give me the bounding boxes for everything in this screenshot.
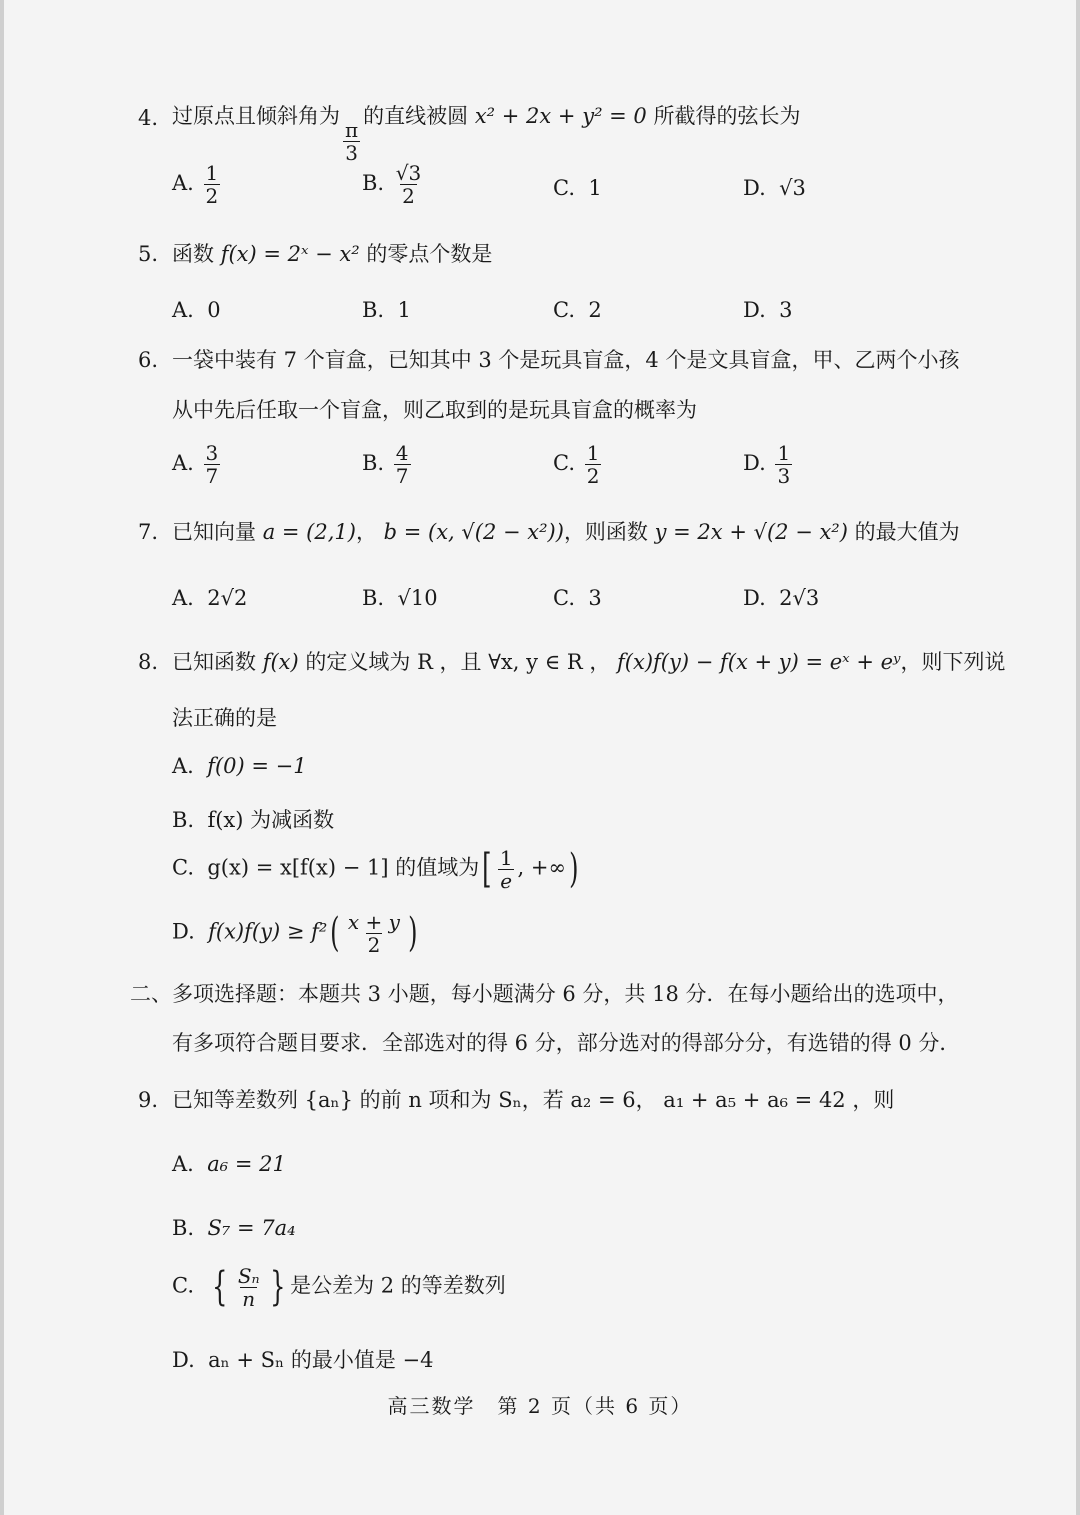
option-c: C. 3 xyxy=(553,586,602,610)
functional-equation: f(x)f(y) − f(x + y) = eˣ + eʸ xyxy=(617,650,901,674)
option-a: A. 0 xyxy=(172,298,221,322)
option-d: D. f(x)f(y) ≥ f²( $\frac{x + y}{2}$ ) xyxy=(172,909,418,957)
circle-equation: x² + 2x + y² = 0 xyxy=(474,104,647,128)
question-number: 6. xyxy=(138,348,159,372)
function-expression: y = 2x + √(2 − x²) xyxy=(654,520,848,544)
option-d: D. 2√3 xyxy=(743,586,820,610)
option-d: D. 3 xyxy=(743,298,793,322)
option-b: B. $\frac{4}{7}$ xyxy=(362,441,409,488)
fraction: $\frac{3}{7}$ xyxy=(205,441,219,488)
question-number: 5. xyxy=(138,242,159,266)
option-c: C. 1 xyxy=(553,176,602,200)
option-c: C. { $\frac{\text{Sₙ}}{n}$ } 是公差为 2 的等差数列 xyxy=(172,1263,506,1311)
option-b: B. 1 xyxy=(362,298,411,322)
denominator: 3 xyxy=(345,141,358,165)
option-b: B. f(x) 为减函数 xyxy=(172,808,335,832)
fraction: $\frac{1}{2}$ xyxy=(586,441,600,488)
fraction: $\frac{4}{7}$ xyxy=(395,441,409,488)
option-b: B. √10 xyxy=(362,586,438,610)
fraction: $\frac{1}{2}$ xyxy=(205,161,219,208)
stem-text: 所截得的弦长为 xyxy=(653,104,801,128)
question-stem xyxy=(172,102,800,164)
option-a: A. $\frac{1}{2}$ xyxy=(172,161,219,208)
option-b: B. $\frac{√3}{2}$ xyxy=(362,161,422,208)
fraction: $\frac{1}{e}$ xyxy=(499,845,513,893)
option-b: B. S₇ = 7a₄ xyxy=(172,1216,296,1240)
fraction: $\frac{\text{Sₙ}}{n}$ xyxy=(237,1263,260,1311)
option-d: D. √3 xyxy=(743,176,806,200)
question-stem-line2: 法正确的是 xyxy=(172,706,277,730)
page-edge-right xyxy=(1076,0,1080,1515)
question-stem: 已知函数 f(x) 的定义域为 R ，且 ∀x, y ∈ R ， f(x)f(y) − f(x + y) = eˣ + eʸ，则下列说 xyxy=(172,650,1006,674)
option-a: A. f(0) = −1 xyxy=(172,754,307,778)
option-c: C. 2 xyxy=(553,298,602,322)
function-expression: f(x) = 2ˣ − x² xyxy=(220,242,360,266)
fraction: $\frac{√3}{2}$ xyxy=(395,161,422,208)
option-d: D. aₙ + Sₙ 的最小值是 −4 xyxy=(172,1348,434,1372)
vector-a: a = (2,1) xyxy=(262,520,356,544)
stem-text: 的直线被圆 xyxy=(363,104,469,128)
question-stem: 函数 f(x) = 2ˣ − x² 的零点个数是 xyxy=(172,242,493,266)
question-stem-line2: 从中先后任取一个盲盒，则乙取到的是玩具盲盒的概率为 xyxy=(172,398,697,422)
section-instructions: 有多项符合题目要求．全部选对的得 6 分，部分选对的得部分分，有选错的得 0 分． xyxy=(172,1031,961,1055)
fraction: $\frac{1}{3}$ xyxy=(777,441,791,488)
fraction: $\frac{x + y}{2}$ xyxy=(347,909,400,957)
page-edge-left xyxy=(0,0,4,1515)
option-a: A. $\frac{3}{7}$ xyxy=(172,441,219,488)
question-stem: 一袋中装有 7 个盲盒，已知其中 3 个是玩具盲盒，4 个是文具盲盒，甲、乙两个小孩 xyxy=(172,348,960,372)
vector-b: b = (x, √(2 − x²)) xyxy=(383,520,564,544)
option-a: A. a₆ = 21 xyxy=(172,1152,286,1176)
question-number: 9. xyxy=(138,1088,159,1112)
page-footer: 高三数学 第 2 页（共 6 页） xyxy=(387,1394,693,1418)
question-number: 8. xyxy=(138,650,159,674)
question-stem: 已知等差数列 {aₙ} 的前 n 项和为 Sₙ，若 a₂ = 6， a₁ + a₅ + a₆ = 42 ，则 xyxy=(172,1088,895,1112)
option-a: A. 2√2 xyxy=(172,586,248,610)
option-c: C. g(x) = x[f(x) − 1] 的值域为[ $\frac{1}{e}$ , +∞) xyxy=(172,845,579,893)
question-number: 7. xyxy=(138,520,159,544)
option-d: D. $\frac{1}{3}$ xyxy=(743,441,791,488)
question-stem: 已知向量 a = (2,1)， b = (x, √(2 − x²))，则函数 y = 2x + √(2 − x²) 的最大值为 xyxy=(172,520,960,544)
fraction xyxy=(343,119,360,164)
question-number: 4. xyxy=(138,106,159,130)
stem-text: 过原点且倾斜角为 xyxy=(172,104,340,128)
section-heading: 二、多项选择题：本题共 3 小题，每小题满分 6 分，共 18 分．在每小题给出的选项中， xyxy=(130,982,959,1006)
option-c: C. $\frac{1}{2}$ xyxy=(553,441,600,488)
numerator: π xyxy=(345,118,359,142)
